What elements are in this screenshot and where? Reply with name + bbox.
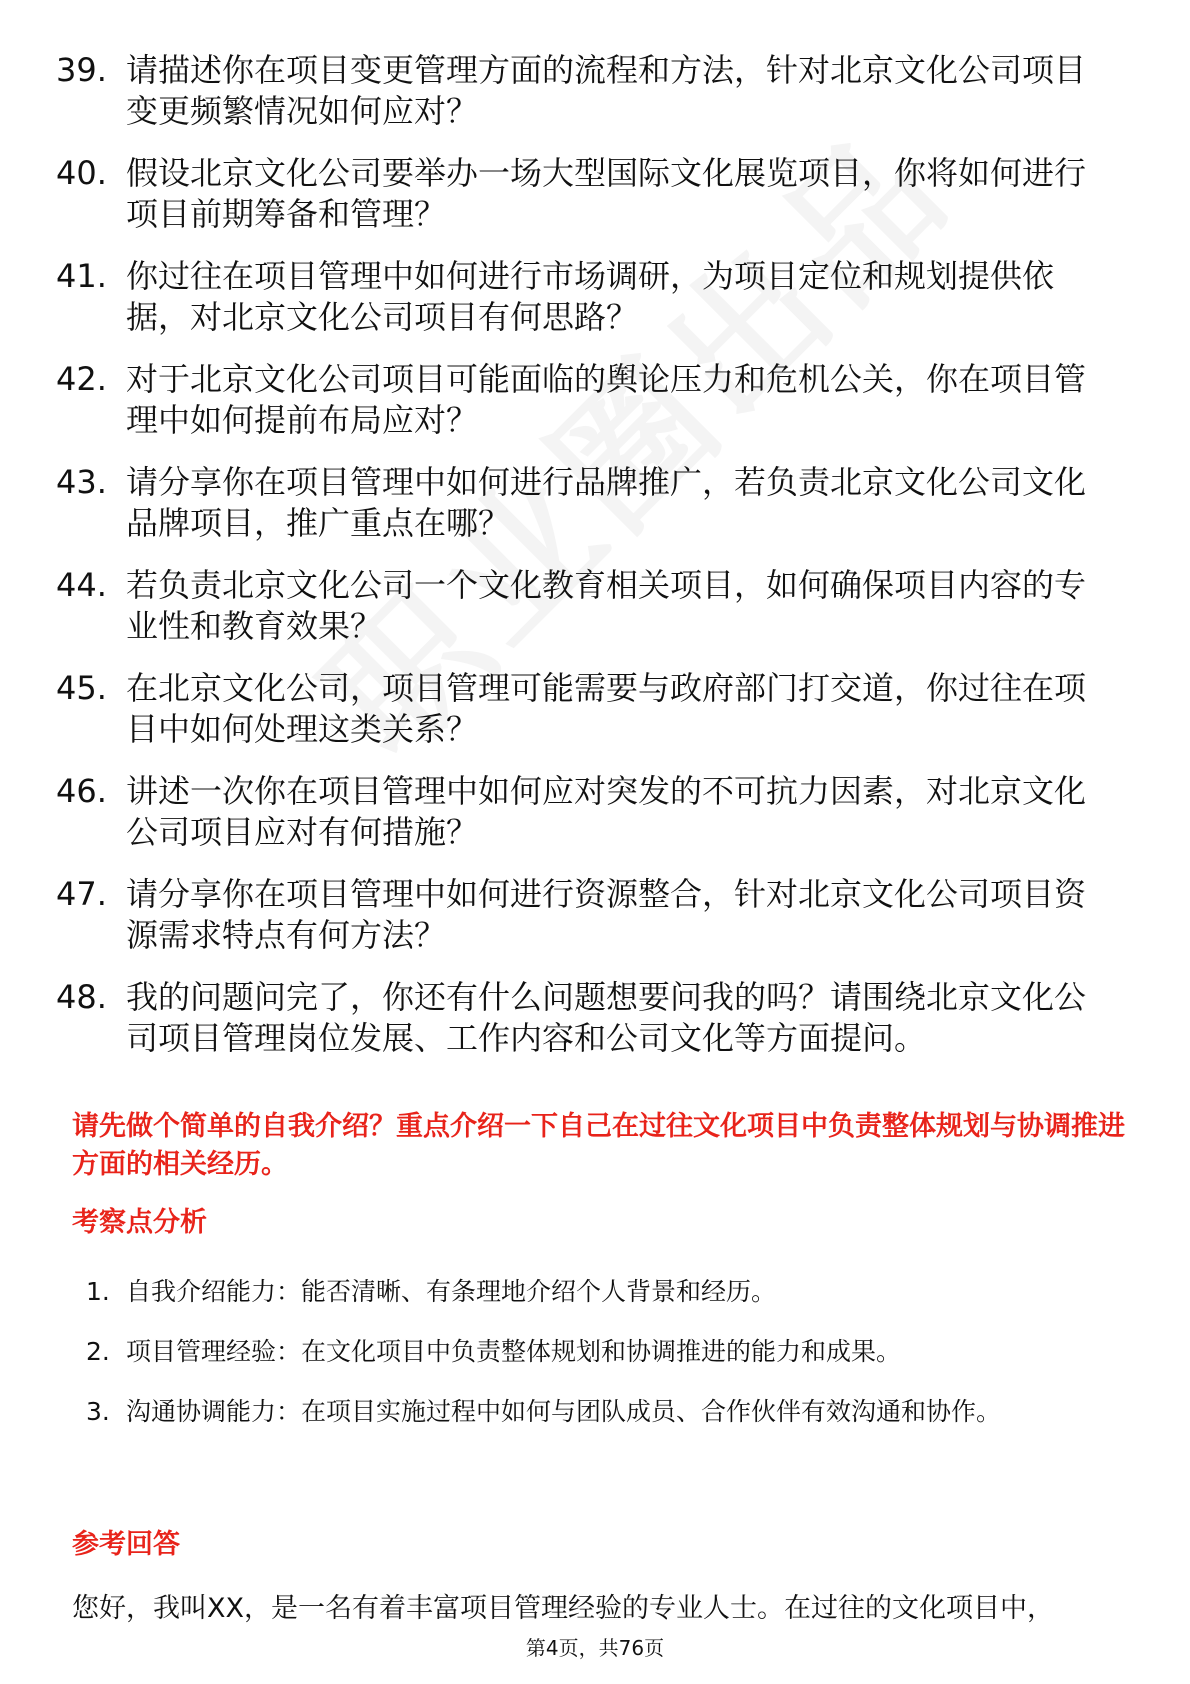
question-number: 46.	[56, 772, 107, 810]
question-item	[0, 462, 1116, 544]
question-number: 45.	[56, 669, 107, 707]
question-text: 假设北京文化公司要举办一场大型国际文化展览项目，你将如何进行项目前期筹备和管理？	[126, 154, 1087, 233]
question-item	[0, 256, 1116, 338]
question-number: 39.	[56, 51, 107, 89]
question-number: 40.	[56, 154, 107, 192]
question-number: 48.	[56, 978, 107, 1016]
analysis-title: 考察点分析	[72, 1207, 207, 1238]
question-text: 我的问题问完了，你还有什么问题想要问我的吗？请围绕北京文化公司项目管理岗位发展、工作内容和公司文化等方面提问。	[126, 978, 1087, 1057]
question-text: 你过往在项目管理中如何进行市场调研，为项目定位和规划提供依据，对北京文化公司项目有何思路？	[126, 257, 1055, 336]
question-item	[0, 565, 1116, 647]
question-list	[0, 50, 1190, 1080]
question-number: 41.	[56, 257, 107, 295]
analysis-number: 3.	[86, 1397, 110, 1426]
analysis-text: 沟通协调能力：在项目实施过程中如何与团队成员、合作伙伴有效沟通和协作。	[126, 1397, 1002, 1426]
analysis-item	[0, 1382, 1106, 1442]
question-item	[0, 874, 1116, 956]
reference-answer: 您好，我叫XX，是一名有着丰富项目管理经验的专业人士。在过往的文化项目中，	[72, 1593, 1054, 1624]
question-text: 对于北京文化公司项目可能面临的舆论压力和危机公关，你在项目管理中如何提前布局应对？	[126, 360, 1087, 439]
question-number: 42.	[56, 360, 107, 398]
question-text: 讲述一次你在项目管理中如何应对突发的不可抗力因素，对北京文化公司项目应对有何措施？	[126, 772, 1087, 851]
reference-title: 参考回答	[72, 1529, 180, 1560]
analysis-item	[0, 1262, 1106, 1322]
question-number: 47.	[56, 875, 107, 913]
question-text: 请分享你在项目管理中如何进行品牌推广，若负责北京文化公司文化品牌项目，推广重点在哪？	[126, 463, 1087, 542]
question-text: 请描述你在项目变更管理方面的流程和方法，针对北京文化公司项目变更频繁情况如何应对？	[126, 51, 1087, 130]
question-number: 43.	[56, 463, 107, 501]
question-item	[0, 771, 1116, 853]
page-footer: 第4页，共76页	[525, 1636, 665, 1660]
highlight-question: 请先做个简单的自我介绍？重点介绍一下自己在过往文化项目中负责整体规划与协调推进方面的相关经历。	[72, 1111, 1125, 1180]
analysis-item	[0, 1322, 1106, 1382]
analysis-list	[0, 1262, 1190, 1442]
question-item	[0, 977, 1116, 1059]
question-item	[0, 153, 1116, 235]
question-text: 若负责北京文化公司一个文化教育相关项目，如何确保项目内容的专业性和教育效果？	[126, 566, 1087, 645]
question-item	[0, 668, 1116, 750]
analysis-text: 项目管理经验：在文化项目中负责整体规划和协调推进的能力和成果。	[126, 1337, 902, 1366]
analysis-number: 1.	[86, 1277, 110, 1306]
question-text: 在北京文化公司，项目管理可能需要与政府部门打交道，你过往在项目中如何处理这类关系？	[126, 669, 1087, 748]
question-item	[0, 50, 1116, 132]
question-text: 请分享你在项目管理中如何进行资源整合，针对北京文化公司项目资源需求特点有何方法？	[126, 875, 1087, 954]
question-number: 44.	[56, 566, 107, 604]
analysis-text: 自我介绍能力：能否清晰、有条理地介绍个人背景和经历。	[126, 1277, 777, 1306]
question-item	[0, 359, 1116, 441]
analysis-number: 2.	[86, 1337, 110, 1366]
